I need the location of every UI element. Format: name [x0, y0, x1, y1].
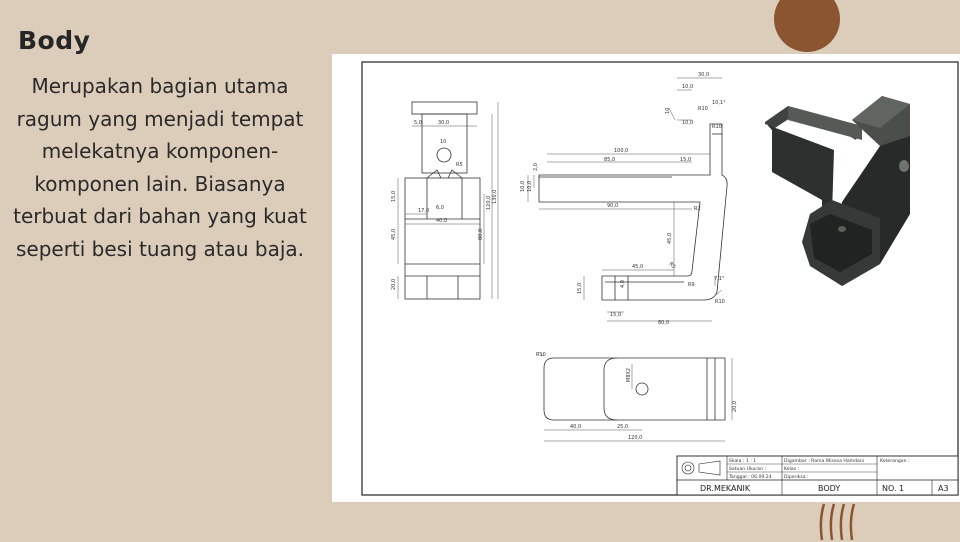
svg-text:17,0: 17,0 — [418, 208, 430, 214]
decorative-circle — [774, 0, 840, 52]
top-view — [544, 358, 725, 420]
svg-text:M8X2: M8X2 — [626, 367, 632, 382]
svg-text:R2: R2 — [694, 206, 701, 212]
side-view — [539, 124, 727, 300]
svg-text:15,0: 15,0 — [680, 157, 692, 163]
tb-scale: Skala : 1 : 1 — [729, 459, 757, 464]
svg-text:45,0: 45,0 — [391, 228, 397, 240]
svg-text:80,0: 80,0 — [478, 228, 484, 240]
top-dim-labels — [536, 352, 738, 441]
svg-text:30,0: 30,0 — [438, 120, 450, 126]
svg-text:120,0: 120,0 — [486, 195, 492, 210]
svg-text:85,0: 85,0 — [604, 157, 616, 163]
svg-text:R9: R9 — [688, 282, 695, 288]
svg-text:130,0: 130,0 — [492, 189, 498, 204]
tb-org: DR.MEKANIK — [700, 484, 751, 493]
tb-drawn-by: Digambar : Rama Wisesa Hamdani — [784, 459, 865, 464]
tb-unit: Satuan Ukuran : — [729, 467, 767, 472]
svg-text:6,0: 6,0 — [436, 205, 444, 211]
svg-text:10,0: 10,0 — [520, 180, 526, 192]
svg-text:15,0: 15,0 — [391, 190, 397, 202]
slide-description: Merupakan bagian utama ragum yang menjadi tempat melekatnya komponen-komponen lain. Biasanya terbuat dari bahan yang kuat seperti besi tuang atau baja. — [13, 74, 307, 261]
svg-text:10: 10 — [665, 107, 671, 114]
tb-part-name: BODY — [818, 484, 841, 493]
svg-text:R10: R10 — [698, 106, 708, 112]
svg-text:45,0: 45,0 — [632, 264, 644, 270]
svg-text:R5: R5 — [667, 261, 677, 271]
tb-class: Kelas : — [784, 467, 800, 472]
svg-text:120,0: 120,0 — [628, 435, 643, 441]
decorative-curves — [818, 502, 868, 542]
svg-text:20,0: 20,0 — [732, 400, 738, 412]
tb-number: NO. 1 — [882, 484, 905, 493]
svg-text:10: 10 — [440, 139, 447, 145]
technical-drawing-sheet — [332, 54, 960, 502]
slide-title: Body — [18, 26, 91, 55]
tb-sheet-size: A3 — [938, 484, 949, 493]
svg-text:15,0: 15,0 — [610, 312, 622, 318]
technical-drawing — [332, 54, 960, 502]
svg-text:4,0: 4,0 — [620, 280, 626, 288]
svg-text:30,0: 30,0 — [698, 72, 710, 78]
front-view-dims — [398, 102, 498, 299]
top-view-dims — [538, 352, 732, 441]
svg-text:10,0: 10,0 — [682, 84, 694, 90]
svg-text:45,0: 45,0 — [667, 232, 673, 244]
svg-text:7,1°: 7,1° — [714, 276, 725, 282]
title-block — [677, 456, 958, 495]
svg-text:40,0: 40,0 — [436, 218, 448, 224]
svg-text:90,0: 90,0 — [607, 203, 619, 209]
front-view — [405, 102, 480, 299]
side-dim-labels — [520, 72, 726, 326]
svg-text:R10: R10 — [715, 299, 725, 305]
svg-text:20,0: 20,0 — [391, 278, 397, 290]
svg-text:5,0: 5,0 — [414, 120, 422, 126]
svg-text:40,0: 40,0 — [570, 424, 582, 430]
svg-text:100,0: 100,0 — [614, 148, 629, 154]
svg-text:10,0: 10,0 — [527, 180, 533, 192]
front-dim-labels — [391, 120, 498, 290]
svg-text:10,0: 10,0 — [682, 120, 694, 126]
svg-text:25,0: 25,0 — [617, 424, 629, 430]
svg-text:15,0: 15,0 — [577, 282, 583, 294]
tb-checked: Diperiksa : — [784, 475, 809, 480]
svg-text:2,0: 2,0 — [533, 163, 539, 171]
svg-text:R10: R10 — [712, 124, 722, 130]
svg-text:10,1°: 10,1° — [712, 100, 726, 106]
tb-date: Tanggal : 06.09.24 — [729, 475, 772, 480]
svg-text:R10: R10 — [536, 352, 546, 358]
isometric-view — [765, 96, 910, 286]
svg-text:80,0: 80,0 — [658, 320, 670, 326]
svg-text:R5: R5 — [456, 162, 463, 168]
tb-notes: Keterangan : — [880, 459, 910, 464]
